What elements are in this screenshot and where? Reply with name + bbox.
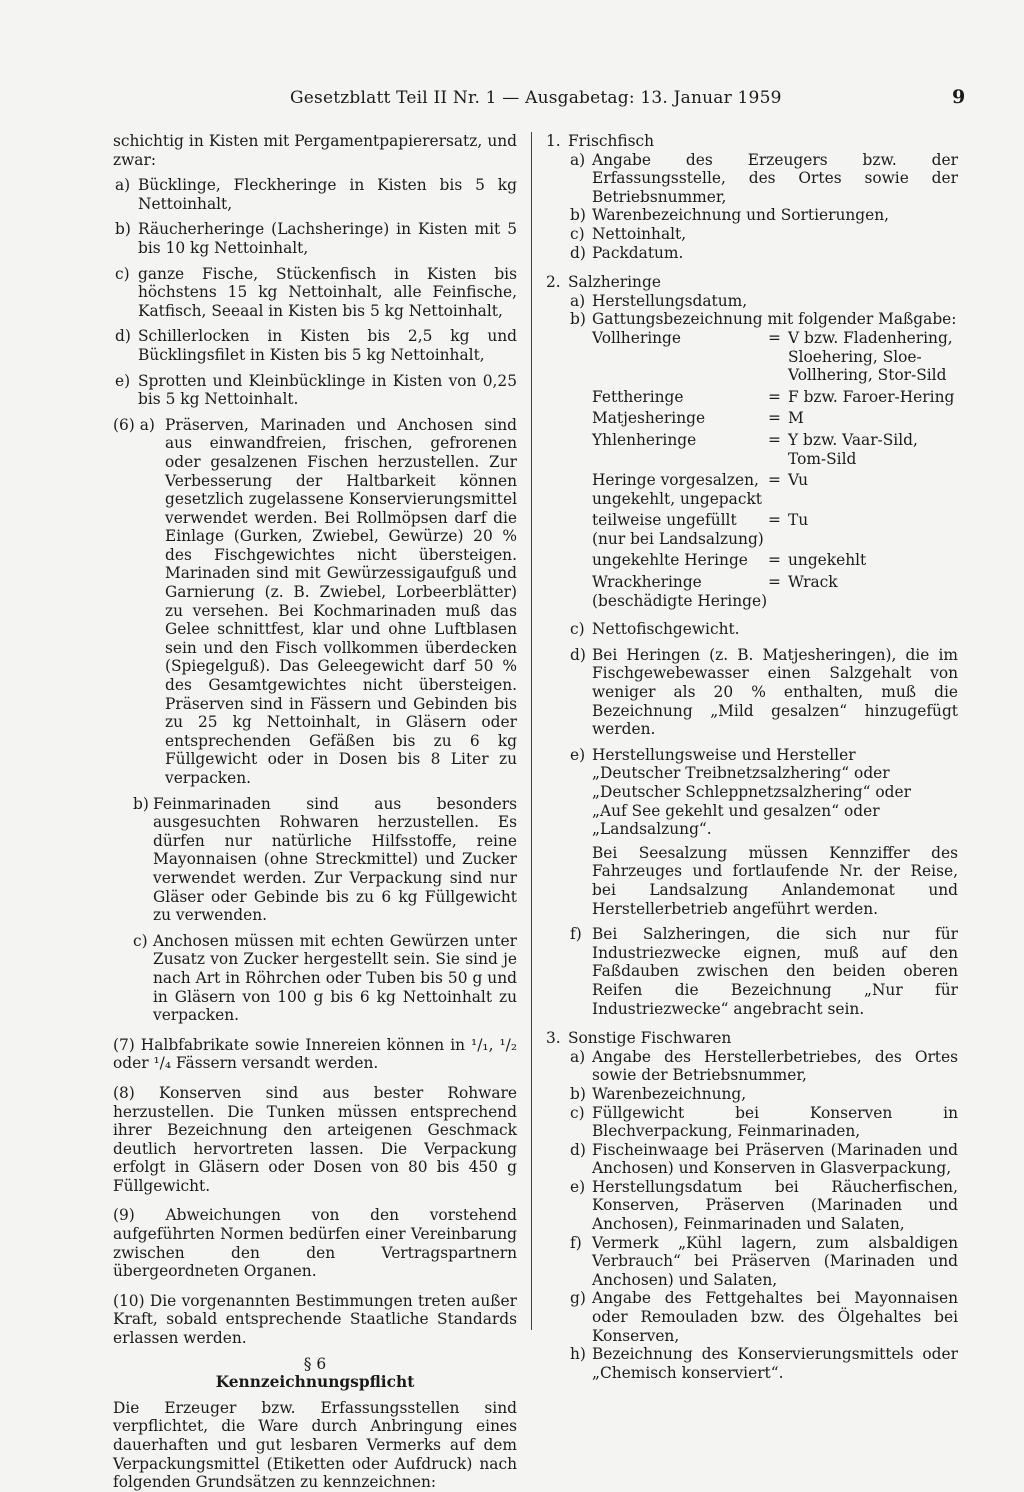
list-item: g) Angabe des Fettgehaltes bei Mayonnaisen oder Remouladen bzw. des Ölgehaltes bei Konserven, — [570, 1289, 958, 1345]
paragraph-6a: (6) a) Präserven, Marinaden und Anchosen sind aus einwandfreien, frischen, gefrorenen oder gesalzenen Fischen herzustellen. Zur Verbesserung der Haltbarkeit können gesetzlich zugelassene Konservierungsmittel verwendet werden. Bei Rollmöpsen darf die Einlage (Gurken, Zwiebel, Gewürze) 20 % des Fischgewichtes nicht übersteigen. Marinaden sind mit Gewürzessigaufguß und Garnierung (z. B. Zwiebel, Lorbeerblätter) zu versehen. Bei Kochmarinaden muß das Gelee schnittfest, klar und ohne Luftblasen sein und den Fisch vollkommen überdecken (Spiegelguß). Das Geleegewicht darf 50 % des Gesamtgewichtes nicht übersteigen. Präserven sind in Fässern und Gebinden bis zu 25 kg Nettoinhalt, in Gläsern oder entsprechenden Gefäßen bis zu 6 kg Füllgewicht oder in Dosen bis 8 Liter zu verpacken. — [113, 415, 517, 787]
section-number: § 6 — [303, 1354, 327, 1373]
list-item: h) Bezeichnung des Konservierungsmittels oder „Chemisch konserviert“. — [570, 1345, 958, 1382]
table-row: Matjesheringe = M — [592, 409, 804, 428]
section-text: Die Erzeuger bzw. Erfassungsstellen sind verpflichtet, die Ware durch Anbringung eines dauerhaften und gut lesbaren Vermerks auf dem Verpackungsmittel (Etiketten oder Aufdruck) nach folgenden Grundsätzen zu kennzeichnen: — [113, 1398, 517, 1492]
list-item: d) Packdatum. — [570, 243, 684, 262]
code-table — [592, 329, 958, 613]
column-divider — [531, 132, 532, 1330]
page-number: 9 — [952, 86, 966, 108]
list-item: e) Herstellungsweise und Hersteller „Deutscher Treibnetzsalzhering“ oder „Deutscher Schleppnetzsalzhering“ oder „Auf See gekehlt und gesalzen“ oder „Landsalzung“. Bei Seesalzung müssen Kennziffer des Fahrzeuges und fortlaufende Nr. der Reise, bei Landsalzung Anlandemonat und Herstellerbetrieb angeführt werden. — [570, 745, 958, 918]
intro-text: schichtig in Kisten mit Pergamentpapierersatz, und zwar: — [113, 132, 517, 169]
paragraph-10: (10) Die vorgenannten Bestimmungen treten außer Kraft, sobald entsprechende Staatliche Standards erlassen werden. — [113, 1291, 517, 1348]
list-item: a) Angabe des Herstellerbetriebes, des Ortes sowie der Betriebsnummer, — [570, 1047, 958, 1085]
list-item: d) Schillerlocken in Kisten bis 2,5 kg und Bücklingsfilet in Kisten bis 5 kg Nettoinhalt, — [115, 327, 517, 364]
table-row: Vollheringe = V bzw. Fladenhering, Sloehering, Sloe-Vollhering, Stor-Sild — [592, 328, 953, 385]
paragraph-6c: c) Anchosen müssen mit echten Gewürzen unter Zusatz von Zucker hergestellt sein. Sie sind je nach Art in Röhrchen oder Tuben bis 50 g und in Gläsern von 100 g bis 6 kg Nettoinhalt zu verpacken. — [133, 931, 517, 1025]
table-row: teilweise ungefüllt (nur bei Landsalzung) = Tu — [592, 511, 809, 548]
list-item: b) Räucherheringe (Lachsheringe) in Kisten mit 5 bis 10 kg Nettoinhalt, — [115, 220, 517, 257]
list-item: d) Fischeinwaage bei Präserven (Marinaden und Anchosen) und Konserven in Glasverpackung, — [570, 1140, 958, 1178]
heading-frischfisch: 1. Frischfisch — [546, 132, 655, 150]
list-item: d) Bei Heringen (z. B. Matjesheringen), die im Fischgewebewasser einen Salzgehalt von weniger als 20 % enthalten, muß die Bezeichnung „Mild gesalzen“ hinzugefügt werden. — [570, 645, 958, 739]
table-row: Fettheringe = F bzw. Faroer-Hering — [592, 387, 955, 406]
list-item: c) Nettofischgewicht. — [570, 620, 740, 639]
list-item: e) Sprotten und Kleinbücklinge in Kisten von 0,25 bis 5 kg Nettoinhalt. — [115, 371, 517, 409]
paragraph-6b: b) Feinmarinaden sind aus besonders ausgesuchten Rohwaren herzustellen. Es dürfen nur natürliche Hilfsstoffe, reine Mayonnaisen (ohne Streckmittel) und Zucker verwendet werden. Zur Verpackung sind nur Gläser oder Gebinde bis zu 6 kg Füllgewicht zu verwenden. — [133, 794, 517, 925]
list-item: f) Vermerk „Kühl lagern, zum alsbaldigen Verbrauch“ bei Präserven (Marinaden und Anchosen) und Salaten, — [570, 1233, 958, 1289]
list-item: c) Nettoinhalt, — [570, 224, 687, 243]
section-title: Kennzeichnungspflicht — [215, 1373, 415, 1392]
heading-salzheringe: 2. Salzheringe — [546, 273, 661, 292]
list-item: c) Füllgewicht bei Konserven in Blechverpackung, Feinmarinaden, — [570, 1103, 958, 1141]
list-item: f) Bei Salzheringen, die sich nur für Industriezwecke eignen, muß auf den Faßdauben zwischen den beiden oberen Reifen die Bezeichnung „Nur für Industriezwecke“ angebracht sein. — [570, 925, 958, 1018]
table-row: Yhlenheringe = Y bzw. Vaar-Sild, Tom-Sild — [592, 430, 918, 468]
table-row: Wrackheringe (beschädigte Heringe) = Wrack — [592, 573, 838, 610]
paragraph-7: (7) Halbfabrikate sowie Innereien können in ¹/₁, ¹/₂ oder ¹/₄ Fässern versandt werden. — [113, 1035, 517, 1073]
paragraph-9: (9) Abweichungen von den vorstehend aufgeführten Normen bedürfen einer Vereinbarung zwischen den den Vertragspartnern übergeordneten Organen. — [113, 1206, 517, 1281]
list-item: a) Bücklinge, Fleckheringe in Kisten bis 5 kg Nettoinhalt, — [115, 176, 517, 213]
left-column — [113, 132, 517, 1492]
list-item: e) Herstellungsdatum bei Räucherfischen, Konserven, Präserven (Marinaden und Anchosen), Feinmarinaden und Salaten, — [570, 1177, 958, 1234]
right-column — [546, 132, 958, 1382]
list-item: a) Angabe des Erzeugers bzw. der Erfassungsstelle, des Ortes sowie der Betriebsnummer, — [570, 150, 958, 206]
heading-sonstige: 3. Sonstige Fischwaren — [546, 1029, 732, 1048]
list-item: b) Warenbezeichnung, — [570, 1084, 747, 1103]
list-item: b) Gattungsbezeichnung mit folgender Maßgabe: — [570, 310, 957, 329]
table-row: ungekehlte Heringe = ungekehlt — [592, 551, 867, 570]
paragraph-8: (8) Konserven sind aus bester Rohware herzustellen. Die Tunken müssen entsprechend ihrer Bezeichnung den arteigenen Geschmack deutlich hervortreten lassen. Die Verpackung erfolgt in Gläsern oder Dosen von 80 bis 450 g Füllgewicht. — [113, 1083, 517, 1195]
list-item: b) Warenbezeichnung und Sortierungen, — [570, 206, 890, 225]
list-item: c) ganze Fische, Stückenfisch in Kisten bis höchstens 15 kg Nettoinhalt, alle Feinfische, Katfisch, Seeaal in Kisten bis 5 kg Nettoinhalt, — [115, 264, 517, 320]
table-row: Heringe vorgesalzen, ungekehlt, ungepackt = Vu — [592, 471, 809, 508]
header-title: Gesetzblatt Teil II Nr. 1 — Ausgabetag: 13. Januar 1959 — [290, 88, 782, 108]
list-item: a) Herstellungsdatum, — [570, 291, 748, 310]
